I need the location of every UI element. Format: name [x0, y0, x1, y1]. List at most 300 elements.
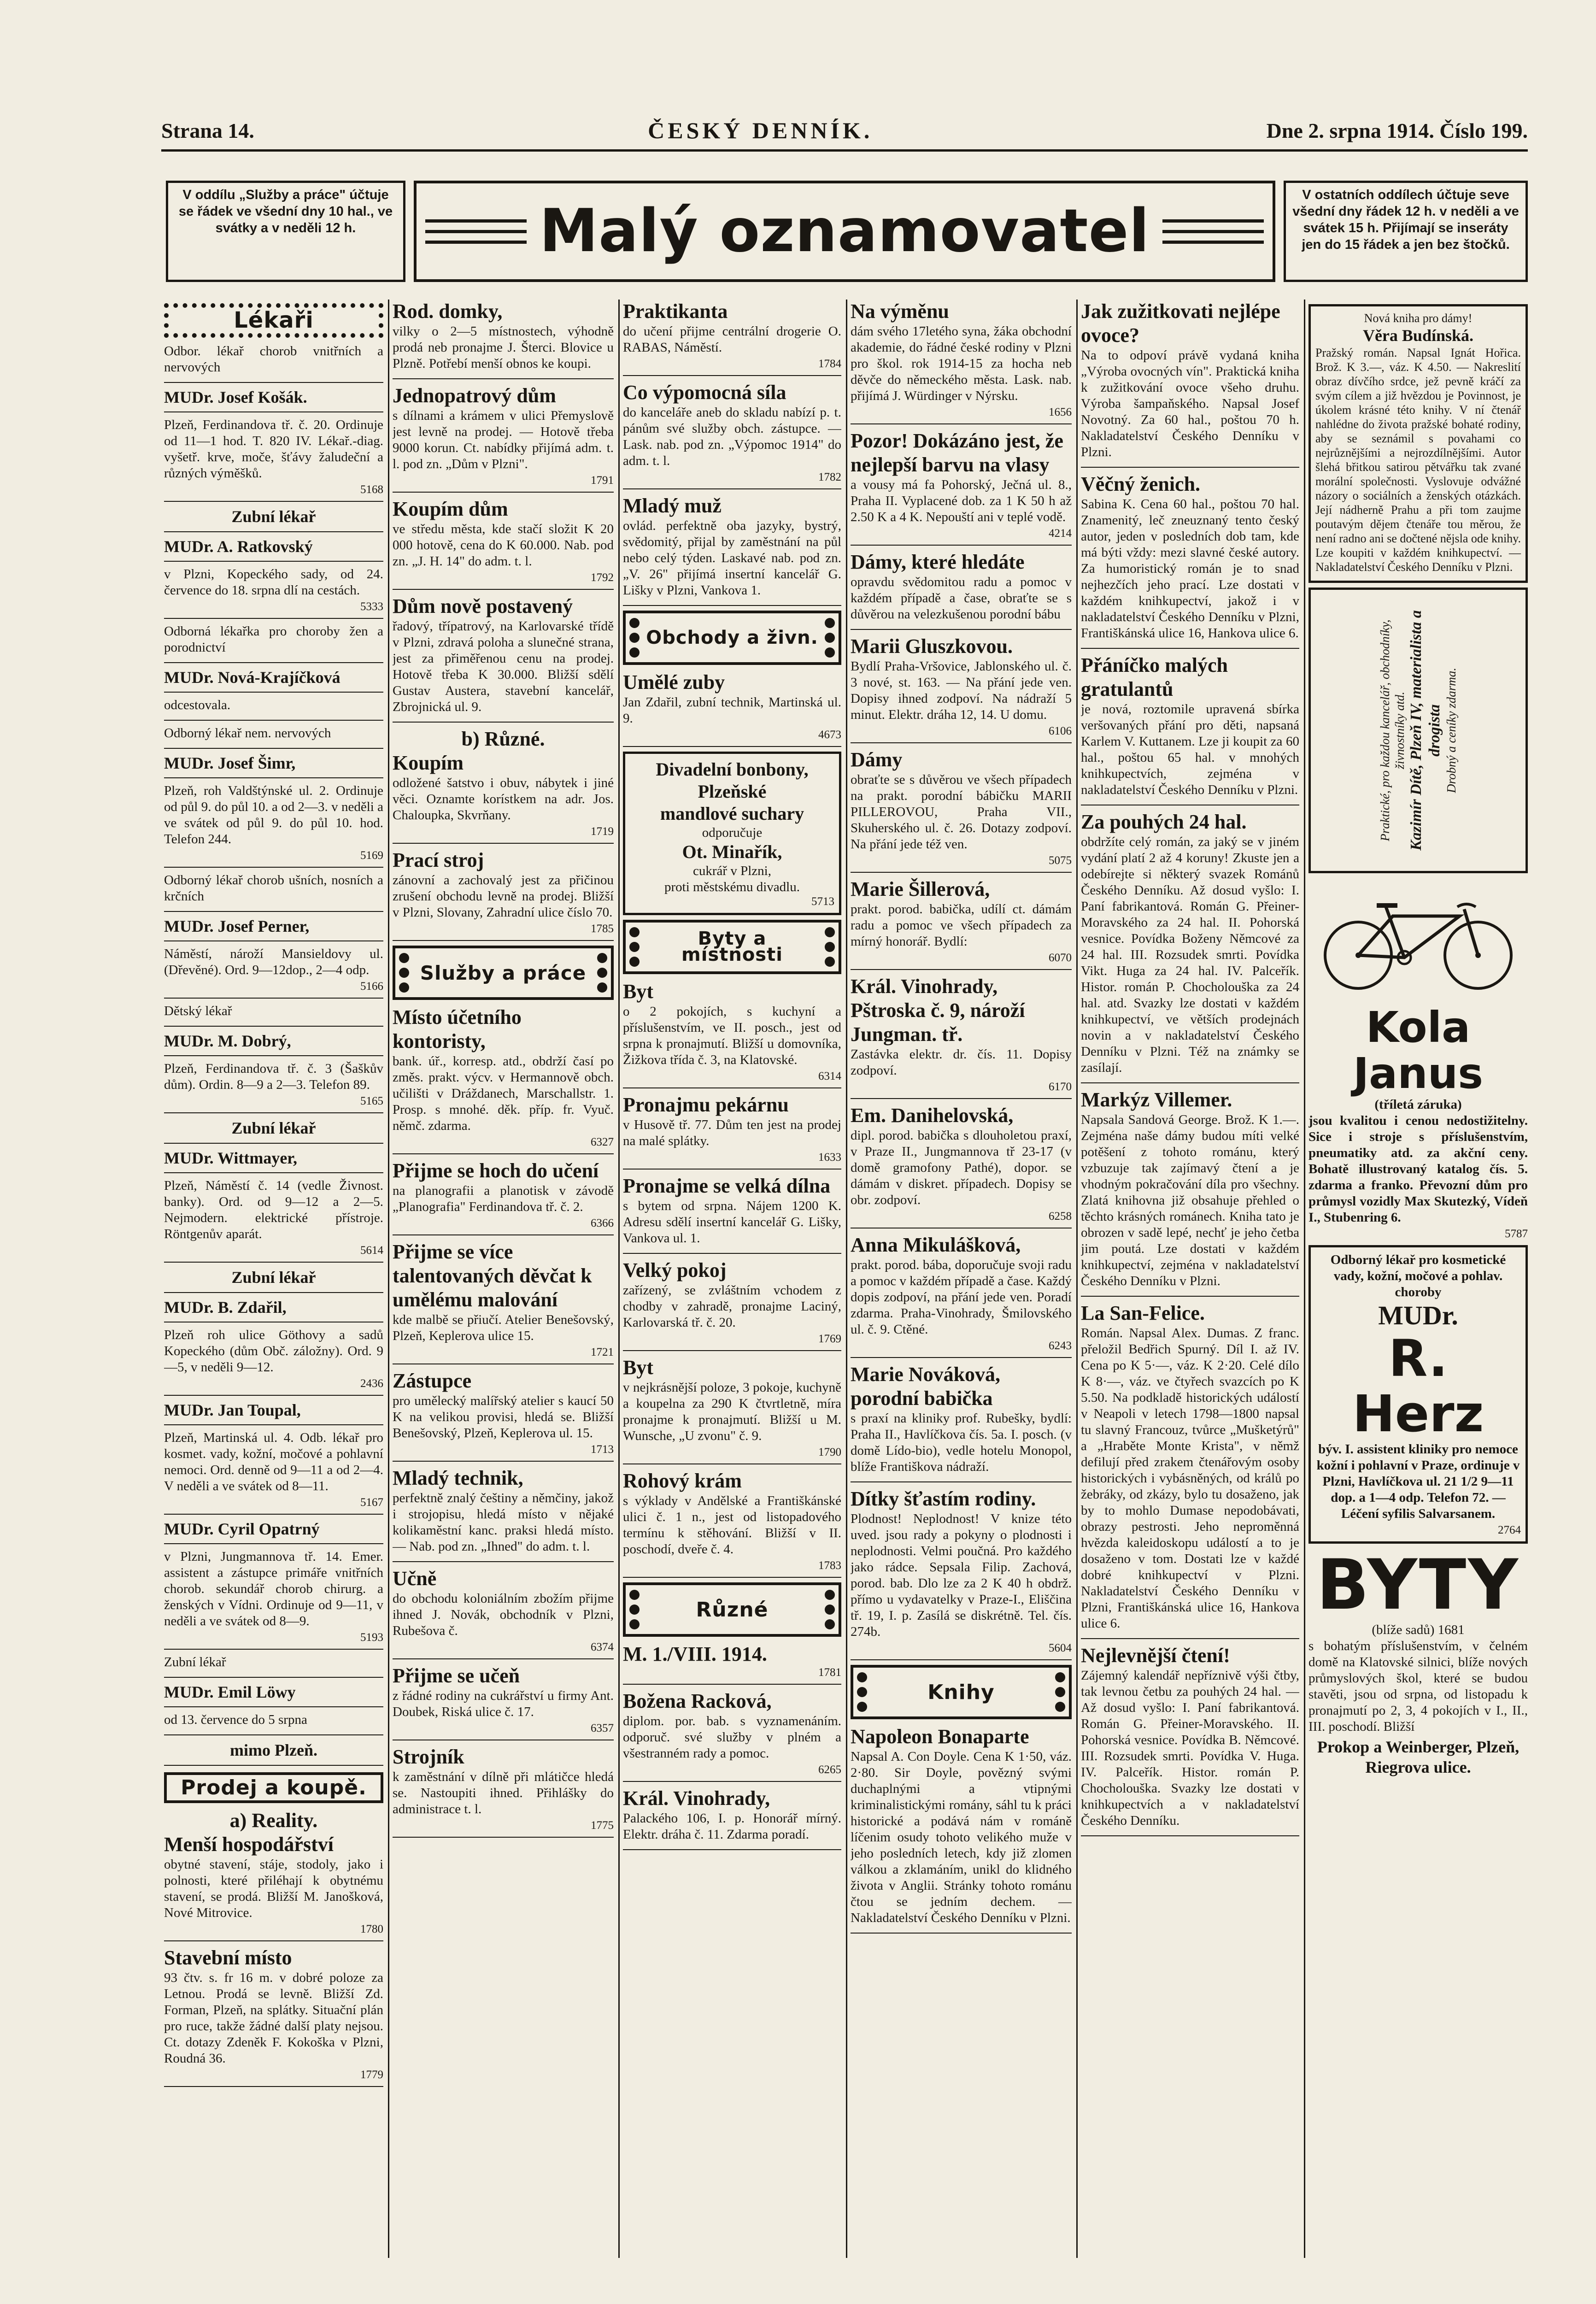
- classified-ad: [164, 872, 383, 912]
- ad-text: Odborný lékař nem. nervových: [164, 726, 331, 741]
- ad-title: Anna Mikulášková,: [851, 1234, 1021, 1256]
- classified-ad: [623, 1787, 841, 1850]
- ad-number: 1784: [818, 358, 841, 370]
- bicycle-illustration: [1308, 882, 1528, 997]
- ad-number: 5167: [360, 1496, 383, 1509]
- classified-ad: [393, 1664, 614, 1740]
- ad-number: 1785: [591, 923, 614, 935]
- section-header-byty: [623, 920, 841, 974]
- ad-title: Velký pokoj: [623, 1259, 727, 1281]
- candy-line: Plzeňské: [698, 781, 767, 802]
- classified-ad: [164, 725, 383, 749]
- doctor-name: MUDr. Wittmayer,: [164, 1149, 297, 1167]
- classified-ad: [164, 1519, 383, 1544]
- ad-text: Na to odpoví právě vydaná kniha „Výroba ovocných vín". Praktická kniha k zužitkování ovoce všeho druhu. Výroba šampaňského. Napsal Josef Novotný. Za 60 hal., poštou 70 h. Nakladatelství Českého Denníku v Plzni.: [1081, 348, 1299, 459]
- masthead-rule: [161, 149, 1528, 152]
- ad-text: bank. úř., korresp. atd., obdrží časí po změs. prakt. výcv. v Hermannově obch. učilišti v Dráždanech, Marschallstr. 1. Prosp. s mnohé. děk. příp. fr. Vyuč. němč. zdarma.: [393, 1054, 614, 1133]
- ad-title: Byt: [623, 1356, 653, 1379]
- classified-ad: [851, 877, 1072, 970]
- herz-text: býv. I. assistent kliniky pro nemoce kožní i pohlavní v Praze, ordinuje v Plzni, Havlíčkova ul. 21 1/2 9—11 dop. a 1—4 odp. Telefon 72. — Léčení syfilis Salvarsanem.: [1316, 1442, 1520, 1521]
- ad-title: Praktikanta: [623, 300, 728, 323]
- classified-ad: [1081, 1644, 1299, 1836]
- ad-number: 2436: [360, 1377, 383, 1390]
- ad-number: 6106: [1049, 725, 1072, 737]
- ad-text: Román. Napsal Alex. Dumas. Z franc. přeložil Bedřich Spurný. Díl I. až IV. Cena po K 5·—, váz. K 2·20. Celé dílo K 8·—, váz. ve čtyřech svazcích po K 5.50. Na podkladě historických událostí v Neapoli v letech 1798—1800 napsal tu slavný Francouz, tvůrce „Mušketýrů" a „Hraběte Monte Krista", v němž defilují před zrakem čtenářovým osoby historických i vybásněných, od králů po žebráky, od zkázy, bylo tu dosaženo, jak by to mohlo Dumase nepodobávati, obrazy pestrosti. Jeho neproměnná hvězda kaleidoskopu událostí a to je dosaženo v tom. Dostati lze v každé dobré knihkupectví v Plzni. Nakladatelství Českého Denníku v Plzni, Františkánská ulice 16, Hankova ulice 6.: [1081, 1326, 1299, 1631]
- drogista-text: [1378, 594, 1459, 866]
- ad-text: Odbor. lékař chorob vnitřních a nervových: [164, 344, 383, 375]
- ad-title: Pozor! Dokázáno jest, že nejlepší barvu na vlasy: [851, 429, 1063, 476]
- classified-ad: [393, 1369, 614, 1462]
- ad-text: odcestovala.: [164, 698, 231, 712]
- classified-ad: [164, 1148, 383, 1173]
- ad-text: zařízený, se zvláštním vchodem z chodby v zahradě, pronajme Laciný, Karlovarská tř. č. 20.: [623, 1283, 841, 1330]
- ad-text: s dílnami a krámem v ulici Přemyslově jest levně na prodej. — Hotově třeba 9000 korun. Ct. nabídky přijímá adm. t. l. pod zn. „Dům v Plzni".: [393, 408, 614, 471]
- doctor-name: MUDr. Josef Perner,: [164, 917, 310, 935]
- ad-title: Na výměnu: [851, 300, 949, 323]
- classified-ad: [164, 753, 383, 778]
- section-title: Služby a práce: [420, 961, 587, 984]
- ad-text: Plzeň, Ferdinandova tř. č. 3 (Šaškův dům). Ordin. 8—9 a 2—3. Telefon 89.: [164, 1061, 383, 1092]
- subsection-title: a) Reality.: [229, 1809, 318, 1832]
- ad-number: 5333: [360, 600, 383, 613]
- classified-ad: [164, 1549, 383, 1650]
- ad-text: Plodnost! Neplodnost! V knize této uved. jsou rady a pokyny o plodnosti i neplodnosti. Velmi poučná. Pro každého jako rádce. Sepsala Filip. Zachová, porod. bab. Dlo lze za 2 K 40 h obdrž. přímo u vydavatelky v Praze-I., Eliščina tř. 19, I. p. Zasílá se diskrétně. Tel. čís. 274b.: [851, 1511, 1072, 1639]
- classified-ad: [623, 670, 841, 747]
- ad-text: Zubní lékař: [164, 1655, 226, 1669]
- classified-ad: [623, 381, 841, 489]
- ad-title: Nejlevnější čtení!: [1081, 1644, 1230, 1667]
- ad-number: 6327: [591, 1136, 614, 1148]
- ad-title: Byt: [623, 980, 653, 1003]
- ad-text: s výklady v Andělské a Františkánské ulici č. 1 n., jest od listopadového termínu k stěhování. Bližší v II. poschodí, dveře č. 4.: [623, 1493, 841, 1557]
- ad-title: Místo účetního kontoristy,: [393, 1006, 522, 1052]
- ad-number: 2764: [1498, 1524, 1521, 1536]
- ad-number: 5713: [811, 895, 834, 908]
- ad-text: Napsala Sandová George. Brož. K 1.—. Zejména naše dámy budou míti velké potěšení z tohoto románu, který vzbuzuje tak zajímavý čtení a je vhodným pokračování díla pro všechny. Zlatá knihovna již obsahuje přehled o těchto krásných románech. Kniha tato je obrozen v sadě lepé, nechť je jeho četba jim poutá. Lze dostati v každém knihkupectví, zejména v nakladatelství Českého Denníku v Plzni.: [1081, 1112, 1299, 1288]
- candy-line: mandlové suchary: [660, 803, 804, 824]
- classified-ad: [393, 1745, 614, 1838]
- ad-number: 1721: [591, 1346, 614, 1358]
- section-title: Knihy: [927, 1680, 995, 1704]
- kola-text: jsou kvalitou i cenou nedostižitelny. Sice i stroje s příslušenstvím, pneumatiky atd. za akční ceny. Bohatě illustrovaný katalog čís. 5. zdarma a franko. Převozní dům pro průmysl vozidly Max Skutezký, Vídeň I., Stubenring 6.: [1308, 1113, 1528, 1225]
- ad-title: Stavební místo: [164, 1946, 292, 1969]
- candy-line: proti městskému divadlu.: [664, 880, 800, 894]
- classified-ad: [164, 623, 383, 663]
- ad-number: 1713: [591, 1443, 614, 1456]
- ad-text: Palackého 106, I. p. Honorář mírný. Elektr. dráha č. 11. Zdarma poradí.: [623, 1811, 841, 1842]
- classified-ad: [393, 497, 614, 590]
- ad-text: odložené šatstvo i obuv, nábytek i jiné věci. Oznamte korístkem na adr. Jos. Chaloupka, Skvrňany.: [393, 776, 614, 823]
- masthead: [161, 116, 1528, 145]
- ad-text: Dětský lékař: [164, 1004, 232, 1018]
- ad-title: Napoleon Bonaparte: [851, 1725, 1029, 1748]
- ad-title: Em. Danihelovská,: [851, 1104, 1014, 1127]
- ad-text: Sabina K. Cena 60 hal., poštou 70 hal. Znamenitý, leč zneuznaný tento český autor, jeden v posledních dob tam, kde má býti vždy: mezi slavné české autory. Za humoristický román je to snad nejhezčích jeho prací. Lze dostati v každém knihkupectví, jakož i v nakladatelství Českého Denníku v Plzni, Františkánská ulice 16, Hankova ulice 6.: [1081, 497, 1299, 641]
- ad-heading: Zubní lékař: [231, 1119, 316, 1137]
- subsection-title: b) Různé.: [461, 728, 545, 750]
- ad-heading: Zubní lékař: [231, 1268, 316, 1287]
- ad-text: ovlád. perfektně oba jazyky, bystrý, svědomitý, přijal by zaměstnání na půl nebo celý týden. Laskavé nab. pod zn. „V. 26" přijímá insertní kancelář G. Lišky v Plzni, Vankova 1.: [623, 518, 841, 598]
- classified-ad: [623, 1174, 841, 1254]
- section-title: Prodej a koupě.: [181, 1776, 367, 1799]
- left-bars: [425, 219, 527, 244]
- drogista-ad: [1308, 588, 1528, 873]
- classified-ad: [393, 751, 614, 844]
- section-title: Různé: [696, 1598, 769, 1622]
- byty-subtitle: (blíže sadů): [1372, 1622, 1435, 1637]
- ad-number: 5604: [1049, 1642, 1072, 1654]
- classified-ad: [164, 1400, 383, 1425]
- ad-number: 5165: [360, 1095, 383, 1107]
- ad-number: 1681: [1438, 1622, 1465, 1637]
- classified-ad: [1081, 1088, 1299, 1297]
- page-number: Strana 14.: [161, 118, 254, 142]
- classified-ad: [164, 506, 383, 532]
- classified-ad: [1081, 300, 1299, 468]
- ad-title: Prací stroj: [393, 849, 484, 871]
- byty-title: BYTY: [1316, 1545, 1520, 1625]
- ad-text: obraťte se s důvěrou ve všech případech na prakt. porodní bábičku MARII PILLEROVOU, Praha VII., Skuherského ul. č. 26. Dotazy zodpoví. Na přání jede též ven.: [851, 772, 1072, 852]
- classified-ad: [164, 1654, 383, 1678]
- classified-ad: [164, 1003, 383, 1027]
- ad-number: 5614: [360, 1244, 383, 1257]
- ad-number: 5193: [360, 1631, 383, 1644]
- classified-ad: [164, 1298, 383, 1322]
- ad-text: prakt. porod. bába, doporučuje svoji radu a pomoc v každém případě a čase. Každý dopis zodpoví, na přání jede ven. Poradí zdarma. Praha-Vinohrady, Šmilovského ul. č. 9. Ctěné.: [851, 1258, 1072, 1337]
- ad-title: Věčný ženich.: [1081, 473, 1201, 495]
- ad-title: Mladý muž: [623, 494, 722, 517]
- ad-number: 5075: [1049, 854, 1072, 867]
- ad-text: řadový, třípatrový, na Karlovarské třídě v Plzni, zdravá poloha a slunečné strana, jest za přiměřenou cenu na prodej. Hotově třeba K 30.000. Bližší sdělí Gustav Austera, stavební kancelář, Zbrojnická ul. 9.: [393, 619, 614, 714]
- classified-ad: [623, 1642, 841, 1685]
- ad-title: Jak zužitkovati nejlépe ovoce?: [1081, 300, 1280, 347]
- ad-number: 6258: [1049, 1210, 1072, 1223]
- ad-text: Napsal A. Con Doyle. Cena K 1·50, váz. 2·80. Sir Doyle, povězný svými duchaplnými a vtipnými kriminalistickými romány, sáhl tu k práci historické a podává nám v románě líčenim osudy tohoto velikého muže v jeho posledních letech, kdy již zlomen válkou a zklamáním, unikl do klidného života v Anglii. Stránky tohoto románu čtou se jedním dechem. — Nakladatelství Českého Denníku v Plzni.: [851, 1749, 1072, 1925]
- ad-number: 5166: [360, 980, 383, 993]
- column-5: [1081, 300, 1299, 2263]
- ad-title: Dámy, které hledáte: [851, 551, 1025, 573]
- column-rule: [1076, 300, 1078, 2258]
- ad-text: v Husově tř. 77. Dům ten jest na prodej na malé splátky.: [623, 1117, 841, 1148]
- classified-ad: [851, 1725, 1072, 1934]
- classified-ad: [164, 1061, 383, 1113]
- ad-number: 6366: [591, 1217, 614, 1229]
- ad-number: 1780: [360, 1923, 383, 1935]
- ad-text: na planografii a planotisk v závodě „Planografia" Ferdinandova tř. č. 2.: [393, 1183, 614, 1214]
- classified-ad: [623, 494, 841, 606]
- ad-number: 6243: [1049, 1340, 1072, 1352]
- ad-number: 6314: [818, 1070, 841, 1082]
- ad-number: 1633: [818, 1151, 841, 1164]
- classified-ad: [164, 417, 383, 502]
- ad-text: pro umělecký malířský atelier s kaucí 50 K na velikou provisi, hledá se. Bližší Benešovský, Plzeň, Keplerova ul. 15.: [393, 1393, 614, 1440]
- classified-ad: [1081, 472, 1299, 649]
- header-left-note: V oddílu „Služby a práce" účtuje se řádek ve všední dny 10 hal., ve svátky a v neděli 12 h.: [178, 188, 393, 235]
- column-4: [851, 300, 1072, 2263]
- ad-text: zánovní a zachovalý jest za přičinou zrušení obchodu levně na prodej. Bližší v Plzni, Slovany, Zahradní ulice číslo 70.: [393, 873, 614, 920]
- classified-ad: [164, 343, 383, 383]
- classified-ad: [623, 980, 841, 1088]
- classified-ad: [393, 1159, 614, 1235]
- column-2: [393, 300, 614, 2263]
- section-header-knihy: [851, 1665, 1072, 1719]
- ad-text: diplom. por. bab. s vyznamenáním. odporuč. své služby v plném a všestranném rady a pomoc.: [623, 1714, 841, 1761]
- section-header-prodej: [164, 1772, 383, 1803]
- ad-text: do kanceláře aneb do skladu nabízí p. t. pánům své služby obch. zástupce. — Lask. nab. pod zn. „Výpomoc 1914" do adm. t. l.: [623, 405, 841, 468]
- ad-title: Dámy: [851, 748, 903, 771]
- doctor-name: MUDr. M. Dobrý,: [164, 1032, 291, 1050]
- ad-number: 1782: [818, 471, 841, 483]
- byty-text: s bohatým příslušenstvím, v čelném domě na Klatovské silnici, blíže nových průmyslových škol, které se budou stavěti, jsou od srpna, od listopadu k pronajmutí po 2, 3, 4 pokojích v I., II., III. poschodí. Bližší: [1308, 1639, 1528, 1734]
- classified-ad: [851, 1233, 1072, 1358]
- classified-ad: [164, 668, 383, 693]
- classified-ad: [393, 848, 614, 941]
- ad-title: Přijme se více talentovaných děvčat k umělému malování: [393, 1240, 592, 1311]
- ad-text: v Plzni, Kopeckého sady, od 24. července do 18. srpna dlí na cestách.: [164, 567, 383, 598]
- doctor-name: MUDr. Emil Löwy: [164, 1683, 296, 1701]
- ad-number: 5169: [360, 849, 383, 862]
- ad-text: Zájemný kalendář nepříznivě výši čtby, tak levnou četbu za pouhých 24 hal. — Až dosud vyšlo: I. Paní fabrikantová. Román G. Přeiner-Moravského. II. Pohorská vesnice. Povídka B. Němcové. III. Rozsudek smrti. Povídka V. Huga. IV. Palceřík. Histor. román P. Chocholouška. Svazky lze dostati v knihkupectvích a v nakladatelství Českého Denníku.: [1081, 1668, 1299, 1828]
- ad-title: Koupím: [393, 752, 464, 774]
- candy-line: cukrář v Plzni,: [693, 864, 771, 878]
- column-rule: [846, 300, 847, 2258]
- classified-ad: [164, 566, 383, 619]
- ad-number: 1792: [591, 571, 614, 584]
- ad-number: 1656: [1049, 406, 1072, 418]
- ad-text: vilky o 2—5 místnostech, výhodně prodá neb pronajme J. Šterci. Blovice u Plzně. Potřebí menší obnos ke koupi.: [393, 324, 614, 371]
- doctor-name: MUDr. B. Zdařil,: [164, 1298, 287, 1317]
- classified-ad: [623, 1093, 841, 1170]
- classified-ad: [851, 635, 1072, 743]
- ad-text: do učení přijme centrální drogerie O. RABAS, Náměstí.: [623, 324, 841, 355]
- classified-ad: [623, 1689, 841, 1782]
- drogista-name: Kazimír Dítě, Plzeň IV, materialista a drogista: [1408, 610, 1443, 851]
- classified-ad: [1081, 810, 1299, 1083]
- ad-title: Učně: [393, 1567, 437, 1590]
- ad-text: Plzeň, Ferdinandova tř. č. 20. Ordinuje od 11—1 hod. T. 820 IV. Lékař.-diag. vyšetř. krve, moče, šťávy žaludeční a různých výměšků.: [164, 417, 383, 481]
- section-title: Byty a místnosti: [681, 928, 783, 965]
- doctor-name: MUDr. A. Ratkovský: [164, 537, 313, 556]
- candy-line: odporučuje: [702, 825, 763, 840]
- herz-ad: [1308, 1245, 1528, 1544]
- candy-line: Divadelní bonbony,: [656, 759, 809, 780]
- section-header-ruzne: [623, 1582, 841, 1637]
- ad-text: Plzeň, Martinská ul. 4. Odb. lékař pro kosmet. vady, kožní, močové a pohlavní nemoci. Ord. denně od 9—11 a od 2—4. V neděli a ve svátek od 8—11.: [164, 1430, 383, 1493]
- ad-title: Dům nově postavený: [393, 595, 573, 617]
- ad-text: od 13. července do 5 srpna: [164, 1712, 307, 1727]
- classified-ad: [623, 1356, 841, 1464]
- ad-title: Pronajmu pekárnu: [623, 1093, 789, 1116]
- column-rule: [618, 300, 620, 2258]
- classified-ad: [623, 300, 841, 376]
- ad-number: 1790: [818, 1446, 841, 1458]
- classified-ad: [164, 1178, 383, 1263]
- ad-title: Král. Vinohrady, Pštroska č. 9, nároží Jungman. tř.: [851, 975, 1025, 1046]
- classified-ad: [164, 1430, 383, 1515]
- classified-ad: [851, 1104, 1072, 1228]
- ad-text: je nová, roztomile upravená sbírka veršovaných přání pro děti, napsaná Karlem V. Kuttanem. Lze ji koupit za 60 hal., poštou 65 hal. v mnohých knihkupectvích, zejména v nakladatelství Českého Denníku v Plzni.: [1081, 702, 1299, 797]
- ad-number: 6374: [591, 1641, 614, 1653]
- book-ad: [1308, 304, 1528, 583]
- classified-ad: [164, 537, 383, 562]
- drogista-line: Drobný a ceníky zdarma.: [1444, 668, 1458, 793]
- byty-contact: Prokop a Weinberger, Plzeň, Riegrova ulice.: [1317, 1738, 1520, 1776]
- classified-ad: [164, 1327, 383, 1396]
- ad-text: o 2 pokojích, s kuchyní a příslušenstvím, ve II. posch., jest od srpna k pronajmutí. Bližší u domovníka, Žižkova třída č. 3, na Klatovské.: [623, 1004, 841, 1067]
- section-title: Obchody a živn.: [646, 627, 818, 648]
- ad-title: Mladý technik,: [393, 1467, 523, 1489]
- ad-title: Za pouhých 24 hal.: [1081, 811, 1247, 833]
- classified-ad: [1081, 653, 1299, 805]
- ad-text: ve středu města, kde stačí složit K 20 000 hotově, cena do K 60.000. Nab. pod zn. „J. H. 14" do adm. t. l.: [393, 522, 614, 569]
- ad-title: La San-Felice.: [1081, 1302, 1205, 1324]
- header-title-box: [414, 181, 1275, 282]
- ad-title: Pronajme se velká dílna: [623, 1175, 831, 1197]
- ad-text: s bytem od srpna. Nájem 1200 K. Adresu sdělí insertní kancelář G. Lišky, Vankova ul. 1.: [623, 1199, 841, 1246]
- ad-text: opravdu svědomitou radu a pomoc v každém případě a čase, obraťte se s důvěrou na velezkušenou porodní bábu: [851, 575, 1072, 622]
- ad-number: 5168: [360, 483, 383, 496]
- candy-line: Ot. Minařík,: [682, 841, 782, 862]
- classified-ad: [623, 1258, 841, 1351]
- ad-title: Zástupce: [393, 1369, 472, 1392]
- candy-ad: [623, 752, 841, 915]
- classified-ad: [393, 384, 614, 493]
- classified-ad: [851, 1363, 1072, 1482]
- book-text: Pražský román. Napsal Ignát Hořica. Brož. K 3.—, váz. K 4.50. — Nakreslití obraz dívčího srdce, jež pevně kráčí za svým cílem a již hvězdou je Povinnost, je úkolem krásné této knihy. V ní čtenář nahlédne do života pražské bohaté rodiny, aby se seznámil s povahami co nejrůznějšími a nejrozdílnějšími. Autor šlehá břitkou satirou pětvářku tak zvané morální společnosti. Vyslovuje odvážné názory o sociálních a ženských otázkách. Její nádherně Prahu a při tom zaujme poutavým dějem čtenáře tou měrou, že není radno ani se dočtené nějsla ode knihy. Lze koupiti v každém knihkupectví. — Nakladatelství Českého Denníku v Plzni.: [1315, 346, 1521, 574]
- ad-title: Dítky šťastím rodiny.: [851, 1487, 1036, 1510]
- ad-number: 6170: [1049, 1081, 1072, 1093]
- ad-text: Plzeň, roh Valdštýnské ul. 2. Ordinuje od půl 9. do půl 10. a od 2—3. v neděli a ve svátek od půl 9. do půl 10. hod. Telefon 244.: [164, 783, 383, 846]
- section-title: Malý oznamovatel: [539, 197, 1150, 265]
- ad-heading: mimo Plzeň.: [230, 1741, 317, 1759]
- classified-ad: [164, 1946, 383, 2087]
- kola-janus-title: Kola Janus: [1353, 1003, 1484, 1098]
- classified-ad: [851, 550, 1072, 630]
- issue-date: Dne 2. srpna 1914. Číslo 199.: [1266, 118, 1528, 142]
- ad-text: Odborný lékař chorob ušních, nosních a krčních: [164, 873, 383, 904]
- header-right-note: V ostatních oddílech účtuje seve všední dny řádek 12 h. v neděli a ve svátek 15 h. Přijímají se inseráty jen do 15 řádek a jen bez štočků.: [1292, 188, 1519, 252]
- ad-text: kde malbě se přiučí. Atelier Benešovský, Plzeň, Keplerova ulice 15.: [393, 1312, 614, 1343]
- book-ad-kicker: Nová kniha pro dámy!: [1364, 312, 1473, 325]
- classified-ad: [393, 1240, 614, 1364]
- doctor-name: MUDr. Jan Toupal,: [164, 1401, 301, 1419]
- ad-title: Koupím dům: [393, 498, 508, 520]
- section-header-sluzby: [393, 946, 614, 1000]
- ad-title: Marie Šillerová,: [851, 878, 990, 900]
- ad-heading: Zubní lékař: [231, 507, 316, 526]
- section-header-lekari: [164, 303, 383, 338]
- ad-text: perfektně znalý češtiny a němčiny, jakož i strojopisu, hledá místo v nějaké kolikaměstní kanc. praksi hledá místo. — Nab. pod zn. „Ihned" do adm. t. l.: [393, 1491, 614, 1554]
- classified-ad: [1081, 1301, 1299, 1639]
- classified-ad: [164, 917, 383, 941]
- classified-ad: [164, 388, 383, 412]
- ad-number: 6070: [1049, 952, 1072, 964]
- classified-ad: [164, 1682, 383, 1707]
- column-rule: [388, 300, 389, 2258]
- herz-specialty: Odborný lékař pro kosmetické vady, kožní, močové a pohlav. choroby: [1330, 1252, 1506, 1299]
- classified-ad: [164, 946, 383, 999]
- ad-number: 5787: [1505, 1228, 1528, 1240]
- classified-ad: [393, 1466, 614, 1562]
- header-left-note-box: [166, 181, 405, 282]
- section-header-obchody: [623, 611, 841, 665]
- ad-number: 6357: [591, 1722, 614, 1734]
- header-right-note-box: [1284, 181, 1528, 282]
- ad-title: Přijme se učeň: [393, 1664, 520, 1687]
- ad-title: Strojník: [393, 1746, 464, 1768]
- ad-text: Bydlí Praha-Vršovice, Jablonského ul. č. 3 nové, st. 163. — Na přání jede ven. Dopisy ihned zodpoví. Na nádraží 5 minut. Elektr. dráha 12, 14. U domu.: [851, 659, 1072, 722]
- ad-title: Rohový krám: [623, 1469, 742, 1492]
- column-6: [1308, 300, 1528, 2263]
- classified-ad: [164, 1267, 383, 1293]
- classified-ad: [393, 594, 614, 723]
- right-bars: [1162, 219, 1264, 244]
- ad-text: dám svého 17letého syna, žáka obchodní akademie, do řádné české rodiny v Plzni pro škol. rok 1914-15 za hocha neb děvče do německého města. Lask. nab. přijímá J. Würdinger v Nýrsku.: [851, 324, 1072, 403]
- classified-ad: [393, 300, 614, 379]
- newspaper-title: ČESKÝ DENNÍK.: [648, 118, 873, 143]
- ad-number: 1719: [591, 825, 614, 838]
- book-title: Věra Budínská.: [1362, 326, 1474, 345]
- ad-title: Král. Vinohrady,: [623, 1787, 770, 1810]
- classified-ad: [164, 1740, 383, 1766]
- drogista-line: Praktické, pro každou kancelář, obchodníky, živnostníky atd.: [1378, 619, 1407, 841]
- herz-title: MUDr.: [1378, 1300, 1458, 1330]
- ad-text: Plzeň roh ulice Göthovy a sadů Kopeckého (dům Obč. záložny). Ord. 9—5, v neděli 9—12.: [164, 1328, 383, 1375]
- ad-text: obdržíte celý román, za jaký se v jiném vydání platí 2 až 4 koruny! Zkuste jen a odebírejte si některý svazek Románů Českého Denníku. Až dosud vyšlo: I. Paní fabrikantová. Román G. Přeiner-Moravského za 24 hal. II. Pohorská vesnice. Povídka Boženy Němcové za 24 hal. III. Rozsudek smrti. Povídka Vikt. Huga za 24 hal. IV. Palceřík. Histor. román P. Chocholouška za 24 hal. atd. Svazky lze dostati v každém knihkupectví, ve větších prodejnách novin a v nakladatelství Českého Denníku v Plzni. Též na známky se zasílají.: [1081, 835, 1299, 1075]
- ad-title: Rod. domky,: [393, 300, 503, 323]
- ad-title: Jednopatrový dům: [393, 384, 556, 407]
- classified-ad: [623, 1469, 841, 1578]
- ad-number: 1779: [360, 2069, 383, 2081]
- classified-ad: [393, 1005, 614, 1154]
- ad-number: 1781: [818, 1666, 841, 1679]
- classified-ad: [164, 1031, 383, 1056]
- section-title: Lékaři: [234, 307, 314, 333]
- ad-title: Markýz Villemer.: [1081, 1088, 1232, 1111]
- ad-text: prakt. porod. babička, udílí ct. dámám radu a pomoc ve všech případech za mírný honorář. Bydlí:: [851, 902, 1072, 949]
- ad-text: Plzeň, Náměstí č. 14 (vedle Živnost. banky). Ord. od 9—12 a 2—5. Nejmodern. elektrické přístroje. Röntgenův aparát.: [164, 1178, 383, 1241]
- ad-text: do obchodu koloniálním zbožím přijme ihned J. Novák, obchodník v Plzni, Rubešova č.: [393, 1591, 614, 1638]
- ad-text: 93 čtv. s. fr 16 m. v dobré poloze za Letnou. Prodá se levně. Bližší Zd. Forman, Plzeň, na splátky. Situační plán pro ruce, takže žádné další platy nejsou. Ct. dotazy Zdeněk F. Kokoška v Plzni, Roudná 36.: [164, 1970, 383, 2066]
- ad-number: 1783: [818, 1559, 841, 1572]
- classified-ad: [164, 1712, 383, 1735]
- classified-ad: [164, 697, 383, 721]
- classified-ad: [164, 1118, 383, 1144]
- classified-ad: [164, 783, 383, 868]
- ad-text: k zaměstnání v dílně při mlátičce hledá se. Nastoupiti ihned. Přihlášky do administrace t. l.: [393, 1769, 614, 1816]
- classified-ad: [851, 300, 1072, 424]
- ad-number: 1791: [591, 474, 614, 487]
- ad-text: Odborná lékařka pro choroby žen a porodnictví: [164, 624, 383, 655]
- ad-title: M. 1./VIII. 1914.: [623, 1643, 767, 1665]
- ad-number: 1775: [591, 1819, 614, 1832]
- column-3: [623, 300, 841, 2263]
- ad-title: Přijme se hoch do učení: [393, 1159, 599, 1182]
- ad-text: Jan Zdařil, zubní technik, Martinská ul. 9.: [623, 695, 841, 726]
- classified-ad: [851, 429, 1072, 546]
- ad-number: 4214: [1049, 527, 1072, 540]
- ad-number: 6265: [818, 1763, 841, 1776]
- ad-text: Náměstí, nároží Mansieldovy ul. (Dřevěné). Ord. 9—12dop., 2—4 odp.: [164, 946, 383, 977]
- ad-title: Menší hospodářství: [164, 1833, 334, 1856]
- ad-title: Božena Racková,: [623, 1690, 772, 1712]
- ad-title: Co výpomocná síla: [623, 381, 786, 404]
- classified-ad: [851, 1487, 1072, 1660]
- ad-text: v Plzni, Jungmannova tř. 14. Emer. assistent a zástupce primáře vnitřních chorob. sekundář chorob chirurg. a ženských v Vídni. Ordinuje od 9—11, v neděli a ve svátek od 8—9.: [164, 1549, 383, 1628]
- ad-text: s praxí na kliniky prof. Rubešky, bydlí: Praha II., Havlíčkova čís. 5a. I. posch. (v domě Lído-bio), vedle hotelu Monopol, blíže Františkova nádraží.: [851, 1411, 1072, 1474]
- classified-ad: [851, 748, 1072, 873]
- ad-number: 1769: [818, 1333, 841, 1345]
